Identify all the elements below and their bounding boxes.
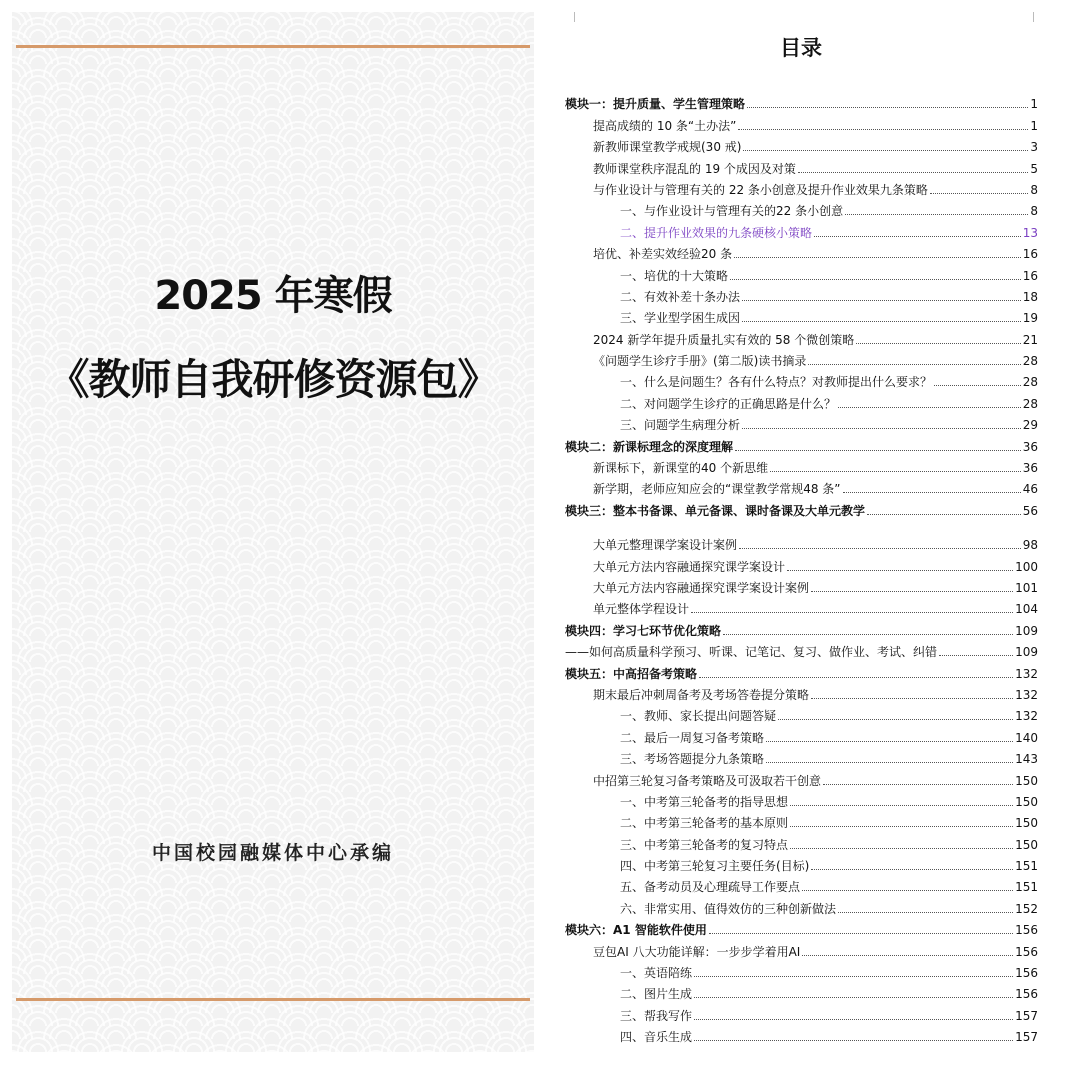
toc-page-number: 132 <box>1015 687 1038 702</box>
toc-page-number: 28 <box>1022 375 1038 390</box>
toc-entry-title: 一、什么是问题生？各有什么特点？对教师提出什么要求？ <box>620 375 933 390</box>
toc-leader-dots <box>811 591 1013 592</box>
toc-entry-title: 与作业设计与管理有关的 22 条小创意及提升作业效果九条策略 <box>593 182 928 197</box>
toc-page-number: 150 <box>1015 794 1038 809</box>
toc-module-entry[interactable] <box>546 660 1056 681</box>
toc-entry-title: 二、最后一周复习备考策略 <box>620 730 765 745</box>
toc-entry[interactable] <box>546 895 1056 916</box>
toc-page-number: 1 <box>1030 118 1038 133</box>
toc-entry-title: 模块四：学习七环节优化策略 <box>565 623 722 638</box>
toc-entry[interactable] <box>546 219 1056 240</box>
toc-page-number: 156 <box>1015 987 1038 1002</box>
toc-entry-title: 二、提升作业效果的九条硬核小策略 <box>620 225 813 240</box>
toc-page-number: 151 <box>1015 880 1038 895</box>
toc-leader-dots <box>694 1019 1013 1020</box>
toc-entry[interactable] <box>546 369 1056 390</box>
toc-leader-dots <box>778 719 1013 720</box>
toc-leader-dots <box>802 955 1013 956</box>
toc-leader-dots <box>845 214 1028 215</box>
toc-leader-dots <box>798 172 1028 173</box>
toc-page-number: 140 <box>1015 730 1038 745</box>
toc-entry-title: 三、考场答题提分九条策略 <box>620 752 765 767</box>
toc-page-number: 29 <box>1022 418 1038 433</box>
toc-leader-dots <box>709 933 1013 934</box>
toc-leader-dots <box>723 634 1013 635</box>
toc-page-number: 21 <box>1022 332 1038 347</box>
toc-entry[interactable] <box>546 596 1056 617</box>
toc-page-number: 101 <box>1015 580 1038 595</box>
toc-leader-dots <box>790 805 1013 806</box>
cover-title-year: 2025 年寒假 <box>154 273 392 319</box>
toc-entry-title: 豆包AI 八大功能详解：一步步学着用AI <box>593 944 801 959</box>
toc-entry-title: 《问题学生诊疗手册》(第二版)读书摘录 <box>593 354 807 369</box>
toc-entry[interactable] <box>546 177 1056 198</box>
toc-entry-title: 一、教师、家长提出问题答疑 <box>620 709 777 724</box>
toc-entry-title: 二、对问题学生诊疗的正确思路是什么？ <box>620 396 837 411</box>
toc-leader-dots <box>735 450 1021 451</box>
toc-page-number: 132 <box>1015 666 1038 681</box>
toc-entry[interactable] <box>546 455 1056 476</box>
toc-leader-dots <box>739 548 1021 549</box>
toc-entry[interactable] <box>546 703 1056 724</box>
toc-entry-title: 教师课堂秩序混乱的 19 个成因及对策 <box>593 161 796 176</box>
toc-entry-title: 二、图片生成 <box>620 987 693 1002</box>
toc-entry-title: 大单元方法内容融通探究课学案设计案例 <box>593 580 810 595</box>
toc-leader-dots <box>766 762 1013 763</box>
toc-entry[interactable] <box>546 981 1056 1002</box>
toc-entry-title: 模块六：A1 智能软件使用 <box>565 923 707 938</box>
cover-title-main: 《教师自我研修资源包》 <box>47 355 499 404</box>
toc-entry[interactable] <box>546 155 1056 176</box>
toc-page-number: 46 <box>1022 482 1038 497</box>
toc-leader-dots <box>694 997 1013 998</box>
toc-leader-dots <box>694 1040 1013 1041</box>
toc-leader-dots <box>811 869 1013 870</box>
toc-leader-dots <box>766 741 1013 742</box>
toc-page-number: 152 <box>1015 901 1038 916</box>
toc-page-number: 28 <box>1022 354 1038 369</box>
toc-entry-title: 一、中考第三轮备考的指导思想 <box>620 794 789 809</box>
toc-page-number: 109 <box>1015 623 1038 638</box>
toc-page-number: 156 <box>1015 944 1038 959</box>
toc-entry[interactable] <box>546 348 1056 369</box>
toc-page-number: 143 <box>1015 752 1038 767</box>
toc-page-number: 56 <box>1022 503 1038 518</box>
toc-page-number: 5 <box>1030 161 1038 176</box>
cover-page <box>12 12 534 1052</box>
toc-page-number: 8 <box>1030 204 1038 219</box>
toc-entry[interactable] <box>546 960 1056 981</box>
toc-entry[interactable] <box>546 241 1056 262</box>
toc-page-number: 28 <box>1022 396 1038 411</box>
toc-leader-dots <box>856 343 1020 344</box>
toc-entry[interactable] <box>546 390 1056 411</box>
toc-page-number: 8 <box>1030 182 1038 197</box>
toc-entry-title: 模块三：整本书备课、单元备课、课时备课及大单元教学 <box>565 503 866 518</box>
toc-page-number: 157 <box>1015 1030 1038 1045</box>
toc-leader-dots <box>808 364 1020 365</box>
toc-page-number: 150 <box>1015 816 1038 831</box>
toc-entry[interactable] <box>546 262 1056 283</box>
toc-entry-title: 新学期，老师应知应会的“课堂教学常规48 条” <box>593 482 841 497</box>
toc-entry[interactable] <box>546 682 1056 703</box>
toc-page-number: 13 <box>1022 225 1038 240</box>
toc-leader-dots <box>867 514 1021 515</box>
toc-entry-title: 二、有效补差十条办法 <box>620 289 741 304</box>
toc-module-entry[interactable] <box>546 617 1056 638</box>
toc-entry[interactable] <box>546 639 1056 660</box>
toc-entry[interactable] <box>546 746 1056 767</box>
toc-page-number: 18 <box>1022 289 1038 304</box>
toc-leader-dots <box>742 428 1021 429</box>
toc-entry-title: 培优、补差实效经验20 条 <box>593 247 733 262</box>
toc-entry[interactable] <box>546 938 1056 959</box>
toc-leader-dots <box>770 471 1021 472</box>
toc-entry-title: 五、备考动员及心理疏导工作要点 <box>620 880 801 895</box>
toc-page-number: 98 <box>1022 538 1038 553</box>
toc-leader-dots <box>694 976 1013 977</box>
toc-entry[interactable] <box>546 326 1056 347</box>
toc-page-number: 36 <box>1022 439 1038 454</box>
toc-entry-title: 三、帮我写作 <box>620 1008 693 1023</box>
toc-entry[interactable] <box>546 575 1056 596</box>
toc-page-number: 156 <box>1015 966 1038 981</box>
toc-leader-dots <box>691 612 1013 613</box>
toc-page-number: 109 <box>1015 645 1038 660</box>
toc-entry-title: 一、与作业设计与管理有关的22 条小创意 <box>620 204 844 219</box>
toc-entry-title: 二、中考第三轮备考的基本原则 <box>620 816 789 831</box>
toc-entry-title: 新教师课堂教学戒规(30 戒) <box>593 140 742 155</box>
toc-entry[interactable] <box>546 789 1056 810</box>
toc-entry[interactable] <box>546 198 1056 219</box>
toc-entry-title: 一、培优的十大策略 <box>620 268 729 283</box>
toc-page-number: 1 <box>1030 97 1038 112</box>
toc-entry[interactable] <box>546 553 1056 574</box>
toc-leader-dots <box>838 407 1021 408</box>
toc-entry-title: 三、学业型学困生成因 <box>620 311 741 326</box>
toc-entry-title: 2024 新学年提升质量扎实有效的 58 个微创策略 <box>593 332 855 347</box>
toc-entry-title: 大单元方法内容融通探究课学案设计 <box>593 559 786 574</box>
toc-page-number: 150 <box>1015 773 1038 788</box>
toc-page-number: 132 <box>1015 709 1038 724</box>
toc-module-entry[interactable] <box>546 917 1056 938</box>
toc-page-number: 156 <box>1015 923 1038 938</box>
toc-leader-dots <box>742 321 1021 322</box>
toc-leader-dots <box>734 257 1021 258</box>
toc-entry[interactable] <box>546 476 1056 497</box>
toc-entry[interactable] <box>546 874 1056 895</box>
toc-entry[interactable] <box>546 1024 1056 1045</box>
toc-entry-title: 四、音乐生成 <box>620 1030 693 1045</box>
toc-leader-dots <box>843 492 1021 493</box>
toc-entry[interactable] <box>546 134 1056 155</box>
toc-page-number: 104 <box>1015 602 1038 617</box>
toc-leader-dots <box>787 570 1013 571</box>
toc-entry-title: 中招第三轮复习备考策略及可汲取若干创意 <box>593 773 822 788</box>
toc-entry[interactable] <box>546 112 1056 133</box>
toc-leader-dots <box>823 784 1013 785</box>
toc-page-number: 16 <box>1022 247 1038 262</box>
toc-leader-dots <box>930 193 1028 194</box>
toc-entry-title: 单元整体学程设计 <box>593 602 690 617</box>
toc-entry-title: 模块二：新课标理念的深度理解 <box>565 439 734 454</box>
toc-leader-dots <box>814 236 1021 237</box>
toc-entry-title: 三、问题学生病理分析 <box>620 418 741 433</box>
toc-entry[interactable] <box>546 810 1056 831</box>
toc-page-number: 3 <box>1030 140 1038 155</box>
toc-entry-title: 一、英语陪练 <box>620 966 693 981</box>
toc-entry-title: 三、中考第三轮备考的复习特点 <box>620 837 789 852</box>
toc-leader-dots <box>939 655 1013 656</box>
toc-entry[interactable] <box>546 305 1056 326</box>
toc-entry[interactable] <box>546 767 1056 788</box>
toc-page-number: 151 <box>1015 859 1038 874</box>
toc-leader-dots <box>730 279 1021 280</box>
toc-page-number: 100 <box>1015 559 1038 574</box>
cover-top-rule <box>16 45 530 48</box>
crop-mark <box>564 12 575 22</box>
toc-entry[interactable] <box>546 831 1056 852</box>
toc-entry[interactable] <box>546 532 1056 553</box>
cover-bottom-rule <box>16 998 530 1001</box>
toc-leader-dots <box>790 826 1013 827</box>
toc-leader-dots <box>747 107 1028 108</box>
toc-leader-dots <box>699 677 1013 678</box>
toc-entry-title: 四、中考第三轮复习主要任务(目标) <box>620 859 810 874</box>
toc-leader-dots <box>934 385 1021 386</box>
toc-leader-dots <box>742 300 1021 301</box>
toc-leader-dots <box>802 890 1013 891</box>
toc-entry-title: 模块五：中高招备考策略 <box>565 666 698 681</box>
toc-entry[interactable] <box>546 853 1056 874</box>
toc-leader-dots <box>811 698 1013 699</box>
toc-entry[interactable] <box>546 1002 1056 1023</box>
toc-page <box>546 12 1056 1068</box>
toc-entry-title: ——如何高质量科学预习、听课、记笔记、复习、做作业、考试、纠错 <box>565 645 938 660</box>
toc-page-number: 157 <box>1015 1008 1038 1023</box>
toc-heading: 目录 <box>780 36 822 60</box>
toc-entry-title: 期末最后冲刺周备考及考场答卷提分策略 <box>593 687 810 702</box>
toc-entry-title: 提高成绩的 10 条“土办法” <box>593 118 737 133</box>
toc-entry-title: 大单元整理课学案设计案例 <box>593 538 738 553</box>
toc-page-number: 19 <box>1022 311 1038 326</box>
toc-leader-dots <box>743 150 1028 151</box>
toc-entry[interactable] <box>546 284 1056 305</box>
toc-list <box>546 91 1056 1045</box>
toc-page-number: 16 <box>1022 268 1038 283</box>
toc-entry[interactable] <box>546 412 1056 433</box>
toc-entry-title: 新课标下，新课堂的40 个新思维 <box>593 461 769 476</box>
toc-entry-title: 六、非常实用、值得效仿的三种创新做法 <box>620 901 837 916</box>
toc-leader-dots <box>738 129 1028 130</box>
crop-mark <box>1033 12 1044 22</box>
toc-module-entry[interactable] <box>546 433 1056 454</box>
toc-entry-title: 模块一：提升质量、学生管理策略 <box>565 97 746 112</box>
toc-leader-dots <box>838 912 1013 913</box>
cover-publisher: 中国校园融媒体中心承编 <box>151 842 394 864</box>
toc-module-entry[interactable] <box>546 497 1056 518</box>
toc-module-entry[interactable] <box>546 91 1056 112</box>
toc-page-number: 150 <box>1015 837 1038 852</box>
toc-leader-dots <box>790 848 1013 849</box>
toc-entry[interactable] <box>546 724 1056 745</box>
toc-page-number: 36 <box>1022 461 1038 476</box>
